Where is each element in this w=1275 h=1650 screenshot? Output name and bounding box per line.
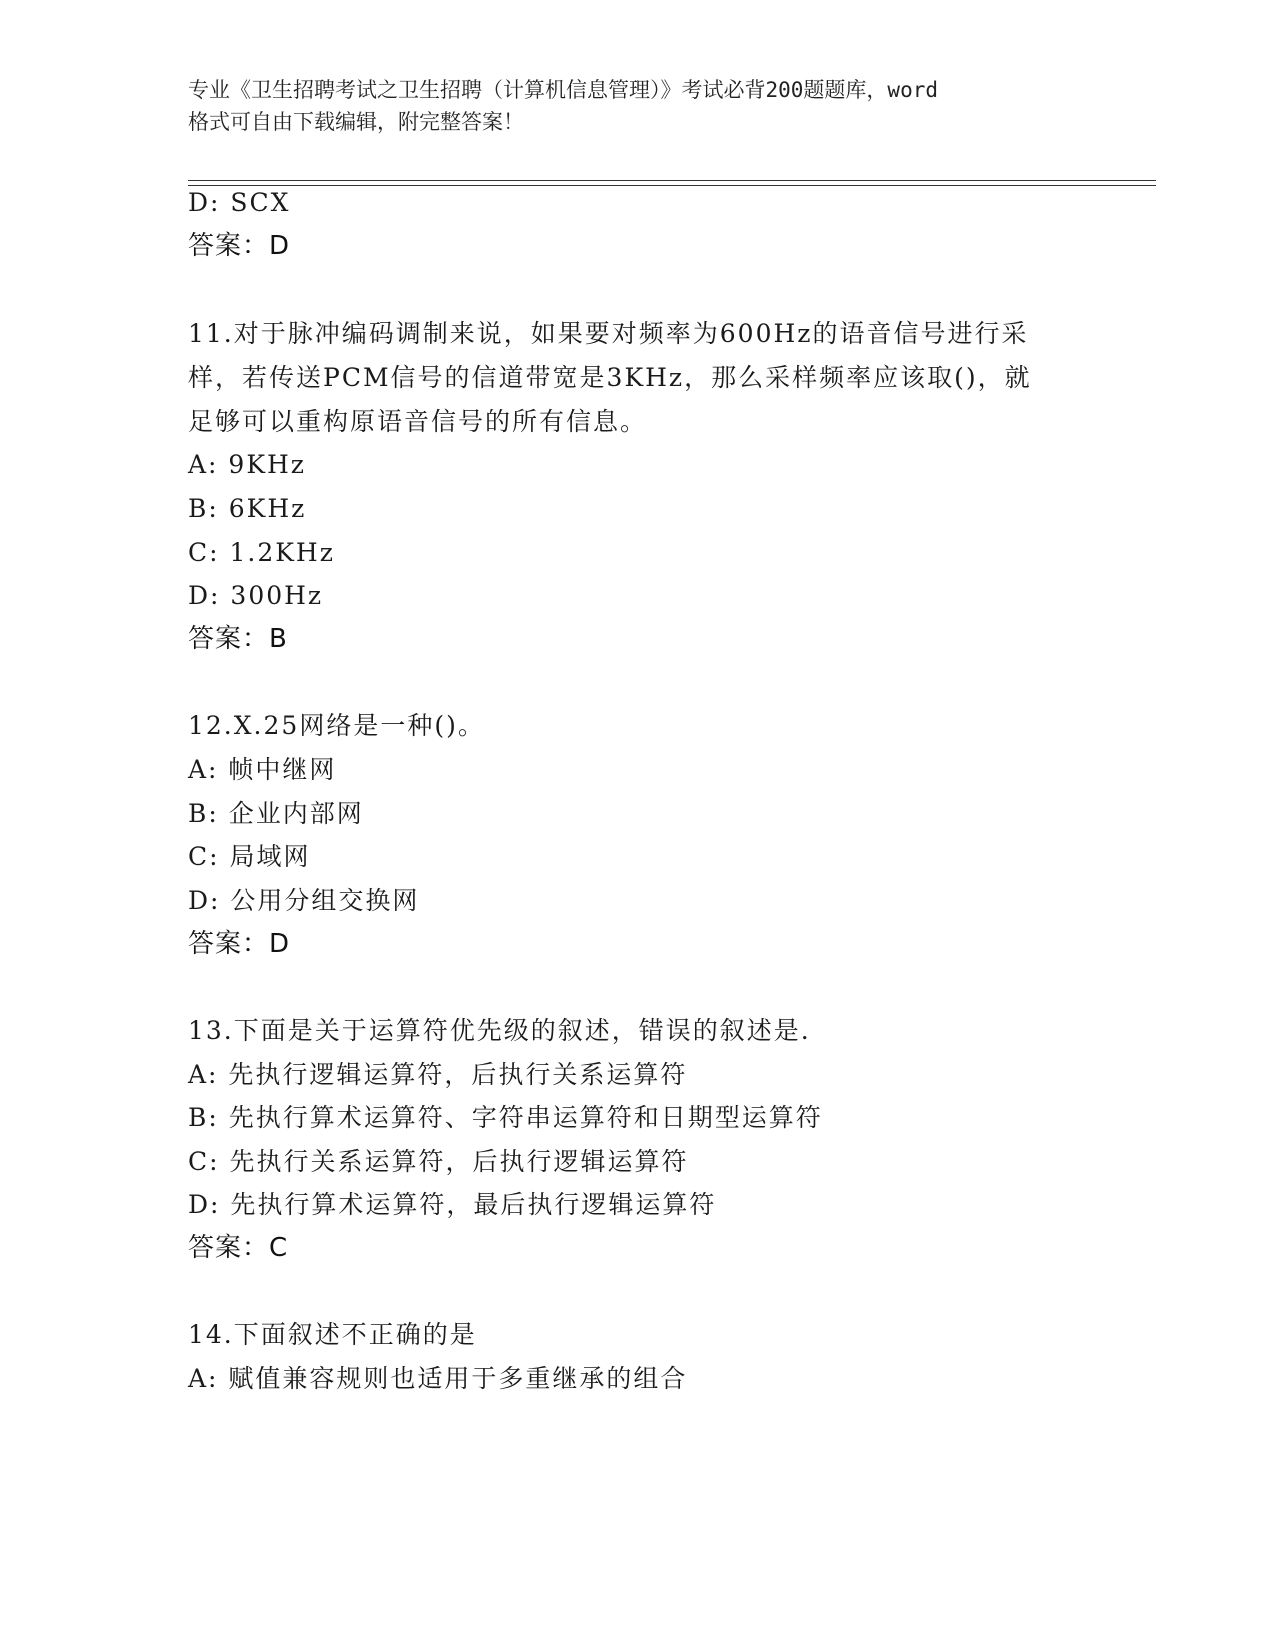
- q11-stem-line-1: 11.对于脉冲编码调制来说，如果要对频率为600Hz的语音信号进行采: [188, 319, 1029, 348]
- q11-option-c: C: 1.2KHz: [188, 538, 335, 567]
- q11-option-d: D: 300Hz: [188, 581, 324, 610]
- q12-option-c: C: 局域网: [188, 842, 311, 871]
- q12-option-d: D: 公用分组交换网: [188, 886, 420, 915]
- header-title-line-2: 格式可自由下载编辑，附完整答案！: [188, 110, 524, 134]
- q11-stem-line-3: 足够可以重构原语音信号的所有信息。: [188, 407, 648, 436]
- q12-stem: 12.X.25网络是一种()。: [188, 711, 485, 740]
- q11-stem-line-2: 样，若传送PCM信号的信道带宽是3KHz，那么采样频率应该取()，就: [188, 363, 1032, 392]
- prev-option-d: D: SCX: [188, 188, 291, 217]
- q13-stem: 13.下面是关于运算符优先级的叙述，错误的叙述是.: [188, 1016, 811, 1045]
- header-title-line-1: 专业《卫生招聘考试之卫生招聘（计算机信息管理）》考试必背200题题库，word: [188, 78, 938, 102]
- q13-option-c: C: 先执行关系运算符，后执行逻辑运算符: [188, 1147, 689, 1176]
- header-divider-bottom: [188, 185, 1156, 186]
- q11-option-a: A: 9KHz: [188, 450, 306, 479]
- q12-option-a: A: 帧中继网: [188, 755, 337, 784]
- document-header: [188, 74, 1088, 138]
- q11-option-b: B: 6KHz: [188, 494, 307, 523]
- q14-stem: 14.下面叙述不正确的是: [188, 1320, 477, 1349]
- q13-option-a: A: 先执行逻辑运算符，后执行关系运算符: [188, 1060, 688, 1089]
- prev-answer: 答案：D: [188, 231, 291, 261]
- q11-answer: 答案：B: [188, 624, 288, 654]
- q12-answer: 答案：D: [188, 929, 291, 959]
- q14-option-a: A: 赋值兼容规则也适用于多重继承的组合: [188, 1364, 688, 1393]
- q12-option-b: B: 企业内部网: [188, 799, 364, 828]
- q13-answer: 答案：C: [188, 1233, 289, 1263]
- q13-option-d: D: 先执行算术运算符，最后执行逻辑运算符: [188, 1190, 717, 1219]
- header-divider-top: [188, 180, 1156, 181]
- q13-option-b: B: 先执行算术运算符、字符串运算符和日期型运算符: [188, 1103, 823, 1132]
